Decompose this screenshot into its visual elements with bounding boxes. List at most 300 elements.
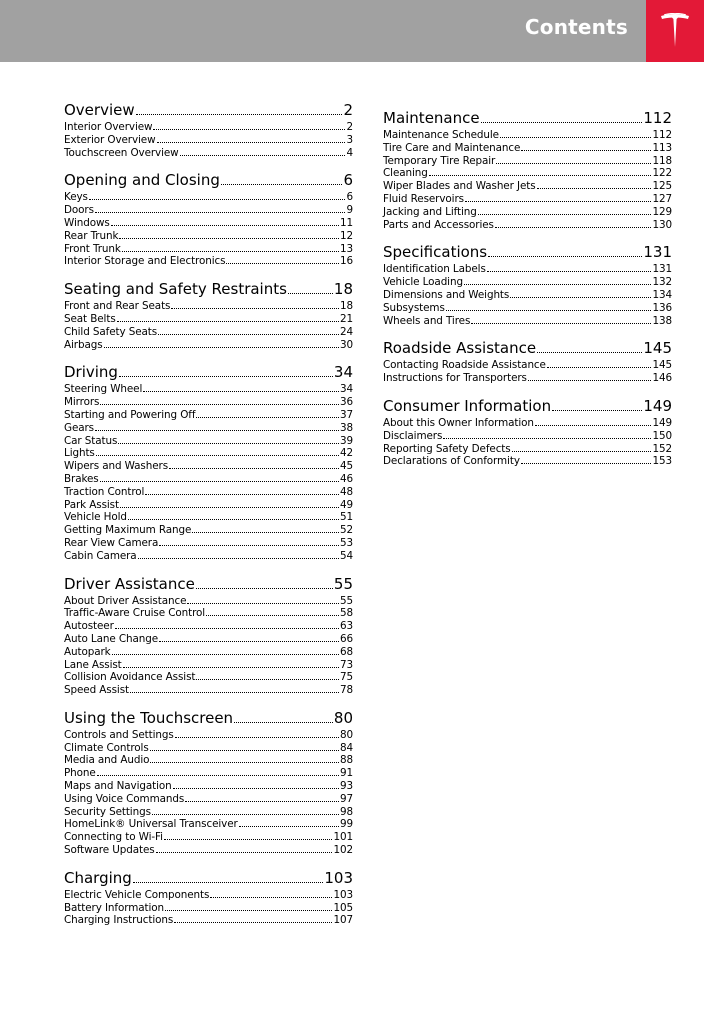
entry-label: Vehicle Hold [64, 511, 127, 524]
dot-leader [537, 188, 652, 189]
toc-entry[interactable] [64, 607, 353, 620]
entry-page-number: 51 [339, 511, 353, 524]
dot-leader [164, 839, 332, 840]
section-page-number: 131 [643, 243, 672, 262]
toc-entry[interactable] [383, 219, 672, 232]
dot-leader [288, 293, 333, 294]
entry-page-number: 38 [339, 421, 353, 434]
section-title-text: Specifications [383, 243, 488, 262]
toc-entry[interactable] [383, 180, 672, 193]
dot-leader [196, 679, 339, 680]
dot-leader [528, 380, 652, 381]
entry-label: Controls and Settings [64, 728, 174, 741]
entry-label: About Driver Assistance [64, 594, 187, 607]
section-page-number: 149 [643, 396, 672, 415]
toc-section [64, 281, 353, 351]
dot-leader [443, 438, 651, 439]
toc-entry[interactable] [383, 302, 672, 315]
dot-leader [495, 227, 652, 228]
page-header [0, 0, 704, 62]
entry-label: Software Updates [64, 844, 155, 857]
entry-label: Phone [64, 767, 96, 780]
entry-page-number: 125 [652, 180, 672, 193]
entry-label: Parts and Accessories [383, 218, 494, 231]
dot-leader [120, 507, 339, 508]
dot-leader [446, 310, 652, 311]
entry-page-number: 97 [339, 792, 353, 805]
entry-page-number: 113 [652, 141, 672, 154]
entry-label: Exterior Overview [64, 133, 156, 146]
dot-leader [100, 481, 339, 482]
toc-entry[interactable] [64, 473, 353, 486]
entry-page-number: 6 [346, 191, 353, 204]
entry-page-number: 88 [339, 754, 353, 767]
section-page-number: 18 [333, 280, 353, 299]
entry-page-number: 149 [652, 416, 672, 429]
dot-leader [136, 114, 343, 115]
dot-leader [239, 826, 339, 827]
section-page-number: 6 [343, 171, 353, 190]
entry-label: Contacting Roadside Assistance [383, 359, 546, 372]
entry-page-number: 24 [339, 325, 353, 338]
entry-page-number: 34 [339, 383, 353, 396]
entry-page-number: 21 [339, 312, 353, 325]
entry-label: Park Assist [64, 498, 119, 511]
section-page-number: 34 [333, 363, 353, 382]
entry-label: Instructions for Transporters [383, 372, 527, 385]
tesla-logo-icon [659, 13, 691, 49]
entry-label: Getting Maximum Range [64, 524, 192, 537]
toc-entry[interactable] [64, 524, 353, 537]
entry-page-number: 98 [339, 805, 353, 818]
entry-label: Climate Controls [64, 741, 149, 754]
section-page-number: 112 [643, 109, 672, 127]
toc-section-title[interactable] [383, 110, 672, 127]
entry-label: Collision Avoidance Assist [64, 671, 196, 684]
dot-leader [471, 323, 651, 324]
dot-leader [481, 122, 643, 123]
entry-page-number: 136 [652, 301, 672, 314]
toc-entry[interactable] [383, 443, 672, 456]
toc-entry[interactable] [64, 633, 353, 646]
dot-leader [552, 410, 642, 411]
toc-entry[interactable] [64, 902, 353, 915]
dot-leader [521, 150, 651, 151]
toc-entry[interactable] [64, 767, 353, 780]
toc-entry[interactable] [64, 339, 353, 352]
toc-entry[interactable] [64, 409, 353, 422]
entry-label: HomeLink® Universal Transceiver [64, 818, 238, 831]
entry-label: Auto Lane Change [64, 632, 159, 645]
toc-entry[interactable] [383, 129, 672, 142]
dot-leader [487, 271, 652, 272]
dot-leader [171, 308, 339, 309]
entry-page-number: 145 [652, 359, 672, 372]
entry-page-number: 49 [339, 498, 353, 511]
toc-entry[interactable] [64, 646, 353, 659]
entry-page-number: 103 [333, 888, 353, 901]
section-page-number: 80 [333, 708, 353, 727]
toc-entry[interactable] [383, 193, 672, 206]
toc-entry[interactable] [64, 818, 353, 831]
toc-entry[interactable] [64, 396, 353, 409]
section-title-text: Roadside Assistance [383, 339, 537, 358]
entry-label: Temporary Tire Repair [383, 154, 496, 167]
dot-leader [169, 468, 339, 469]
section-title-text: Maintenance [383, 109, 480, 127]
dot-leader [122, 251, 339, 252]
dot-leader [115, 628, 339, 629]
toc-entry[interactable] [64, 121, 353, 134]
entry-page-number: 39 [339, 434, 353, 447]
section-title-text: Using the Touchscreen [64, 708, 234, 727]
entry-label: Traction Control [64, 485, 145, 498]
dot-leader [138, 558, 339, 559]
entry-label: Front Trunk [64, 242, 121, 255]
toc-entry[interactable] [64, 300, 353, 313]
entry-page-number: 46 [339, 472, 353, 485]
dot-leader [156, 852, 333, 853]
toc-entry[interactable] [64, 447, 353, 460]
section-page-number: 145 [643, 339, 672, 358]
dot-leader [429, 175, 652, 176]
entry-page-number: 84 [339, 741, 353, 754]
toc-section [64, 102, 353, 159]
entry-label: Subsystems [383, 301, 445, 314]
dot-leader [173, 788, 339, 789]
toc-entry[interactable] [64, 844, 353, 857]
toc-entry[interactable] [383, 155, 672, 168]
toc-section [64, 172, 353, 268]
dot-leader [89, 199, 346, 200]
dot-leader [150, 762, 339, 763]
toc-section-title[interactable] [64, 102, 353, 119]
dot-leader [226, 263, 339, 264]
entry-page-number: 18 [339, 300, 353, 313]
toc-entry[interactable] [383, 206, 672, 219]
entry-page-number: 150 [652, 429, 672, 442]
entry-page-number: 42 [339, 447, 353, 460]
dot-leader [159, 641, 339, 642]
dot-leader [180, 155, 346, 156]
entry-label: Vehicle Loading [383, 276, 463, 289]
dot-leader [133, 882, 324, 883]
entry-label: Doors [64, 204, 94, 217]
toc-section-title[interactable] [64, 710, 353, 727]
toc-entry[interactable] [64, 742, 353, 755]
toc-entry[interactable] [383, 417, 672, 430]
entry-label: Declarations of Conformity [383, 455, 520, 468]
dot-leader [465, 201, 652, 202]
entry-label: Connecting to Wi-Fi [64, 831, 163, 844]
dot-leader [175, 737, 339, 738]
toc-entry[interactable] [64, 595, 353, 608]
entry-page-number: 63 [339, 620, 353, 633]
dot-leader [185, 801, 339, 802]
toc-left-column [64, 99, 353, 940]
toc-entry[interactable] [64, 620, 353, 633]
toc-section [64, 710, 353, 857]
toc-entry[interactable] [64, 793, 353, 806]
entry-page-number: 52 [339, 524, 353, 537]
toc-entry[interactable] [383, 289, 672, 302]
toc-section-title[interactable] [383, 398, 672, 415]
toc-entry[interactable] [64, 754, 353, 767]
entry-label: Cabin Camera [64, 549, 137, 562]
entry-label: Front and Rear Seats [64, 300, 171, 313]
dot-leader [95, 212, 346, 213]
toc-section-title[interactable] [64, 281, 353, 298]
entry-label: Windows [64, 216, 110, 229]
toc-entry[interactable] [64, 435, 353, 448]
toc-entry[interactable] [64, 230, 353, 243]
dot-leader [512, 451, 652, 452]
entry-page-number: 66 [339, 632, 353, 645]
section-title-text: Driver Assistance [64, 574, 195, 593]
entry-page-number: 122 [652, 167, 672, 180]
entry-page-number: 132 [652, 276, 672, 289]
brand-logo-box [646, 0, 704, 62]
toc-entry[interactable] [64, 204, 353, 217]
toc-section-title[interactable] [383, 340, 672, 357]
entry-label: Lane Assist [64, 658, 122, 671]
entry-page-number: 75 [339, 671, 353, 684]
entry-page-number: 101 [333, 831, 353, 844]
entry-page-number: 48 [339, 485, 353, 498]
dot-leader [174, 922, 332, 923]
entry-page-number: 3 [346, 133, 353, 146]
entry-page-number: 105 [333, 901, 353, 914]
entry-page-number: 93 [339, 780, 353, 793]
toc-entry[interactable] [64, 671, 353, 684]
toc-entry[interactable] [64, 486, 353, 499]
entry-label: Seat Belts [64, 312, 116, 325]
toc-entry[interactable] [64, 134, 353, 147]
toc-section-title[interactable] [64, 172, 353, 189]
entry-page-number: 102 [333, 844, 353, 857]
section-title-text: Consumer Information [383, 396, 552, 415]
dot-leader [143, 391, 339, 392]
entry-page-number: 16 [339, 255, 353, 268]
dot-leader [221, 184, 343, 185]
entry-page-number: 78 [339, 684, 353, 697]
entry-label: Identification Labels [383, 263, 486, 276]
toc-entry[interactable] [383, 455, 672, 468]
entry-page-number: 118 [652, 154, 672, 167]
entry-page-number: 9 [346, 204, 353, 217]
toc-entry[interactable] [64, 499, 353, 512]
entry-label: Keys [64, 191, 88, 204]
section-title-text: Opening and Closing [64, 171, 220, 190]
entry-page-number: 153 [652, 455, 672, 468]
dot-leader [119, 238, 339, 239]
dot-leader [464, 284, 651, 285]
entry-page-number: 152 [652, 442, 672, 455]
toc-entry[interactable] [383, 372, 672, 385]
entry-page-number: 37 [339, 408, 353, 421]
section-title-text: Charging [64, 868, 132, 887]
toc-section [383, 340, 672, 385]
toc-entry[interactable] [64, 550, 353, 563]
toc-entry[interactable] [383, 167, 672, 180]
entry-page-number: 91 [339, 767, 353, 780]
entry-page-number: 129 [652, 205, 672, 218]
toc-section-title[interactable] [383, 244, 672, 261]
dot-leader [117, 321, 339, 322]
entry-label: Disclaimers [383, 429, 443, 442]
dot-leader [150, 750, 339, 751]
dot-leader [500, 137, 651, 138]
entry-label: Wiper Blades and Washer Jets [383, 180, 536, 193]
dot-leader [165, 910, 332, 911]
page-title: Contents [524, 15, 628, 39]
entry-page-number: 127 [652, 192, 672, 205]
entry-label: Jacking and Lifting [383, 205, 477, 218]
dot-leader [153, 129, 345, 130]
entry-page-number: 36 [339, 396, 353, 409]
toc-entry[interactable] [383, 276, 672, 289]
toc-entry[interactable] [64, 422, 353, 435]
entry-label: Rear Trunk [64, 229, 119, 242]
dot-leader [159, 545, 339, 546]
toc-entry[interactable] [64, 313, 353, 326]
section-title-text: Seating and Safety Restraints [64, 280, 287, 299]
entry-label: Car Status [64, 434, 118, 447]
entry-label: Interior Overview [64, 121, 153, 133]
toc-section-title[interactable] [64, 870, 353, 887]
dot-leader [95, 430, 339, 431]
section-title-text: Overview [64, 101, 135, 119]
section-title-text: Driving [64, 363, 118, 382]
dot-leader [111, 225, 339, 226]
dot-leader [130, 692, 339, 693]
entry-page-number: 138 [652, 314, 672, 327]
dot-leader [496, 163, 651, 164]
toc-entry[interactable] [64, 889, 353, 902]
dot-leader [119, 376, 333, 377]
entry-label: Touchscreen Overview [64, 146, 179, 159]
entry-page-number: 45 [339, 460, 353, 473]
entry-page-number: 4 [346, 146, 353, 159]
toc-section-title[interactable] [64, 576, 353, 593]
toc-section-title[interactable] [64, 364, 353, 381]
entry-label: Electric Vehicle Components [64, 888, 210, 901]
toc-entry[interactable] [64, 147, 353, 160]
toc-entry[interactable] [64, 191, 353, 204]
dot-leader [196, 588, 333, 589]
toc-entry[interactable] [64, 780, 353, 793]
toc-entry[interactable] [64, 217, 353, 230]
dot-leader [192, 532, 339, 533]
entry-page-number: 146 [652, 372, 672, 385]
toc-entry[interactable] [64, 684, 353, 697]
toc-entry[interactable] [64, 255, 353, 268]
entry-label: Cleaning [383, 167, 428, 180]
dot-leader [210, 897, 332, 898]
entry-page-number: 68 [339, 645, 353, 658]
entry-label: Brakes [64, 472, 99, 485]
toc-entry[interactable] [383, 430, 672, 443]
entry-page-number: 53 [339, 536, 353, 549]
entry-label: Autosteer [64, 620, 114, 633]
dot-leader [478, 214, 652, 215]
toc-entry[interactable] [64, 460, 353, 473]
toc-entry[interactable] [383, 263, 672, 276]
toc-section [64, 576, 353, 697]
toc-entry[interactable] [383, 315, 672, 328]
toc-entry[interactable] [64, 511, 353, 524]
dot-leader [152, 814, 339, 815]
entry-label: Security Settings [64, 805, 151, 818]
toc-entry[interactable] [64, 659, 353, 672]
entry-label: Wheels and Tires [383, 314, 471, 327]
entry-label: Traffic-Aware Cruise Control [64, 607, 206, 620]
dot-leader [488, 256, 642, 257]
entry-label: Dimensions and Weights [383, 288, 510, 301]
toc-entry[interactable] [64, 383, 353, 396]
toc-entry[interactable] [64, 806, 353, 819]
dot-leader [128, 519, 339, 520]
toc-section [383, 110, 672, 231]
toc-section [64, 870, 353, 927]
toc-entry[interactable] [383, 359, 672, 372]
entry-page-number: 30 [339, 338, 353, 351]
toc-right-column [383, 107, 672, 481]
entry-page-number: 12 [339, 229, 353, 242]
dot-leader [157, 142, 346, 143]
toc-entry[interactable] [64, 831, 353, 844]
toc-entry[interactable] [64, 326, 353, 339]
entry-label: Gears [64, 421, 94, 434]
dot-leader [521, 463, 652, 464]
dot-leader [145, 494, 339, 495]
toc-section [64, 364, 353, 562]
toc-entry[interactable] [383, 142, 672, 155]
entry-label: Child Safety Seats [64, 325, 158, 338]
section-page-number: 2 [343, 101, 353, 119]
section-page-number: 55 [333, 574, 353, 593]
dot-leader [187, 603, 339, 604]
entry-label: Autopark [64, 645, 111, 658]
entry-page-number: 112 [652, 129, 672, 141]
toc-section [383, 244, 672, 327]
toc-entry[interactable] [64, 729, 353, 742]
toc-entry[interactable] [64, 243, 353, 256]
dot-leader [234, 722, 333, 723]
dot-leader [118, 443, 339, 444]
entry-page-number: 80 [339, 728, 353, 741]
dot-leader [535, 425, 652, 426]
toc-entry[interactable] [64, 914, 353, 927]
entry-label: About this Owner Information [383, 416, 534, 429]
dot-leader [537, 352, 642, 353]
entry-label: Battery Information [64, 901, 165, 914]
entry-label: Rear View Camera [64, 536, 159, 549]
toc-entry[interactable] [64, 537, 353, 550]
entry-label: Wipers and Washers [64, 460, 169, 473]
entry-page-number: 58 [339, 607, 353, 620]
dot-leader [100, 404, 339, 405]
dot-leader [158, 334, 339, 335]
entry-page-number: 130 [652, 218, 672, 231]
entry-page-number: 54 [339, 549, 353, 562]
dot-leader [510, 297, 651, 298]
entry-label: Media and Audio [64, 754, 150, 767]
entry-label: Fluid Reservoirs [383, 192, 464, 205]
dot-leader [97, 775, 339, 776]
entry-page-number: 107 [333, 914, 353, 927]
entry-label: Reporting Safety Defects [383, 442, 511, 455]
